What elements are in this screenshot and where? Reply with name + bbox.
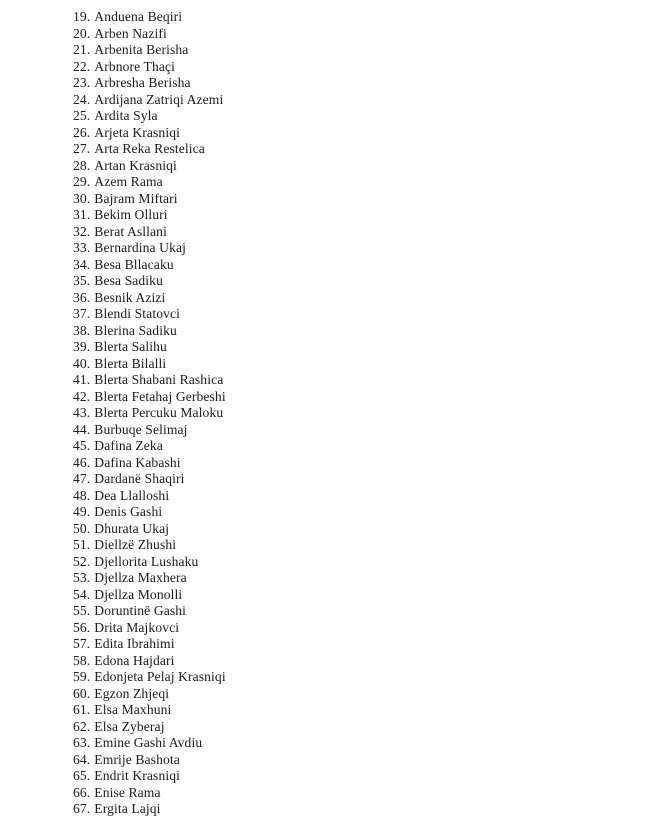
list-item-name: Doruntinë Gashi bbox=[94, 603, 187, 618]
list-item-number: 48. bbox=[73, 487, 91, 503]
list-item-name: Bernardina Ukaj bbox=[94, 240, 187, 255]
list-item bbox=[73, 636, 226, 653]
list-item-name: Arbnore Thaçi bbox=[94, 58, 175, 74]
list-item-name: Anduena Beqiri bbox=[94, 9, 183, 24]
list-item bbox=[73, 422, 226, 439]
list-item-name: Berat Asllani bbox=[94, 223, 167, 239]
list-item bbox=[73, 488, 226, 505]
list-item bbox=[73, 620, 226, 637]
list-item-name: Besnik Azizi bbox=[94, 289, 166, 305]
list-item bbox=[73, 141, 226, 158]
list-item-number: 38. bbox=[73, 322, 91, 338]
list-item bbox=[73, 92, 226, 109]
list-item-name: Egzon Zhjeqi bbox=[94, 685, 170, 701]
list-item bbox=[73, 570, 226, 587]
list-item-name: Dea Llalloshi bbox=[94, 487, 170, 503]
list-item-number: 43. bbox=[73, 405, 91, 420]
list-item-name: Dardanë Shaqiri bbox=[94, 471, 185, 486]
list-item-number: 36. bbox=[73, 289, 91, 305]
list-item bbox=[73, 372, 226, 389]
list-item-name: Denis Gashi bbox=[94, 504, 163, 519]
list-item bbox=[73, 42, 226, 59]
list-item bbox=[73, 125, 226, 142]
list-item bbox=[73, 455, 226, 472]
list-item bbox=[73, 521, 226, 538]
list-item-number: 49. bbox=[73, 504, 91, 519]
list-item-number: 27. bbox=[73, 141, 91, 156]
list-item bbox=[73, 554, 226, 571]
list-item-number: 59. bbox=[73, 669, 91, 684]
list-item-name: Emrije Bashota bbox=[94, 751, 180, 767]
list-item bbox=[73, 207, 226, 224]
list-item-name: Edona Hajdari bbox=[94, 652, 175, 668]
list-item bbox=[73, 801, 226, 818]
list-item bbox=[73, 108, 226, 125]
list-item bbox=[73, 356, 226, 373]
list-item bbox=[73, 471, 226, 488]
list-item bbox=[73, 257, 226, 274]
list-item-number: 29. bbox=[73, 174, 91, 189]
list-item-name: Arta Reka Restelica bbox=[94, 141, 205, 156]
list-item-name: Djellza Monolli bbox=[94, 586, 183, 602]
list-item-number: 63. bbox=[73, 735, 91, 750]
list-item bbox=[73, 191, 226, 208]
list-item-name: Elsa Zyberaj bbox=[94, 718, 165, 734]
list-item-number: 23. bbox=[73, 75, 91, 90]
list-item-name: Blerina Sadiku bbox=[94, 322, 177, 338]
name-list bbox=[73, 9, 226, 818]
list-item-number: 30. bbox=[73, 190, 91, 206]
list-item bbox=[73, 224, 226, 241]
list-item-name: Blerta Fetahaj Gerbeshi bbox=[94, 388, 226, 404]
list-item-name: Djellza Maxhera bbox=[94, 570, 187, 585]
list-item-name: Besa Sadiku bbox=[94, 273, 163, 288]
list-item-name: Ardijana Zatriqi Azemi bbox=[94, 91, 224, 107]
list-item bbox=[73, 158, 226, 175]
list-item bbox=[73, 9, 226, 26]
list-item bbox=[73, 174, 226, 191]
list-item bbox=[73, 537, 226, 554]
list-item-number: 21. bbox=[73, 42, 91, 57]
list-item-number: 37. bbox=[73, 306, 91, 321]
list-item-name: Dafina Zeka bbox=[94, 438, 163, 453]
list-item-name: Edonjeta Pelaj Krasniqi bbox=[94, 669, 226, 684]
list-item-number: 57. bbox=[73, 636, 91, 651]
list-item bbox=[73, 587, 226, 604]
list-item-name: Ergita Lajqi bbox=[94, 801, 161, 816]
list-item-name: Edita Ibrahimi bbox=[94, 636, 175, 651]
list-item-name: Emine Gashi Avdiu bbox=[94, 735, 203, 750]
list-item-name: Arbresha Berisha bbox=[94, 75, 191, 90]
list-item bbox=[73, 669, 226, 686]
list-item-number: 34. bbox=[73, 256, 91, 272]
list-item-number: 66. bbox=[73, 784, 91, 800]
list-item-name: Dafina Kabashi bbox=[94, 454, 181, 470]
list-item-name: Arbenita Berisha bbox=[94, 42, 189, 57]
list-item-name: Ardita Syla bbox=[94, 108, 158, 123]
list-item-number: 39. bbox=[73, 339, 91, 354]
list-item-number: 25. bbox=[73, 108, 91, 123]
list-item-number: 58. bbox=[73, 652, 91, 668]
list-item bbox=[73, 686, 226, 703]
list-item-number: 61. bbox=[73, 702, 91, 717]
list-item-number: 24. bbox=[73, 91, 91, 107]
list-item bbox=[73, 504, 226, 521]
list-item-number: 50. bbox=[73, 520, 91, 536]
list-item bbox=[73, 26, 226, 43]
list-item-number: 33. bbox=[73, 240, 91, 255]
list-item-number: 60. bbox=[73, 685, 91, 701]
list-item-number: 28. bbox=[73, 157, 91, 173]
list-item bbox=[73, 240, 226, 257]
list-item-name: Burbuqe Selimaj bbox=[94, 421, 188, 437]
list-item-name: Besa Bllacaku bbox=[94, 256, 174, 272]
list-item bbox=[73, 405, 226, 422]
list-item bbox=[73, 768, 226, 785]
list-item-number: 54. bbox=[73, 586, 91, 602]
list-item-name: Endrit Krasniqi bbox=[94, 768, 180, 783]
list-item-number: 26. bbox=[73, 124, 91, 140]
list-item bbox=[73, 306, 226, 323]
list-item bbox=[73, 323, 226, 340]
list-item-number: 35. bbox=[73, 273, 91, 288]
list-item-name: Blerta Salihu bbox=[94, 339, 167, 354]
list-item bbox=[73, 59, 226, 76]
list-item-number: 32. bbox=[73, 223, 91, 239]
list-item-number: 40. bbox=[73, 355, 91, 371]
list-item-number: 65. bbox=[73, 768, 91, 783]
list-item bbox=[73, 389, 226, 406]
list-item-number: 41. bbox=[73, 372, 91, 387]
list-item bbox=[73, 290, 226, 307]
list-item bbox=[73, 702, 226, 719]
list-item-name: Djellorita Lushaku bbox=[94, 553, 199, 569]
list-item-name: Blerta Bilalli bbox=[94, 355, 167, 371]
list-item-number: 22. bbox=[73, 58, 91, 74]
list-item-name: Enise Rama bbox=[94, 784, 161, 800]
list-item-name: Diellzë Zhushi bbox=[94, 537, 177, 552]
list-item-number: 20. bbox=[73, 25, 91, 41]
list-item-name: Dhurata Ukaj bbox=[94, 520, 170, 536]
list-item bbox=[73, 438, 226, 455]
list-item bbox=[73, 752, 226, 769]
list-item bbox=[73, 75, 226, 92]
list-item-number: 51. bbox=[73, 537, 91, 552]
list-item-name: Arjeta Krasniqi bbox=[94, 124, 180, 140]
list-item-number: 44. bbox=[73, 421, 91, 437]
list-item-number: 62. bbox=[73, 718, 91, 734]
list-item-number: 55. bbox=[73, 603, 91, 618]
list-item bbox=[73, 785, 226, 802]
list-item-number: 47. bbox=[73, 471, 91, 486]
list-item-name: Blerta Percuku Maloku bbox=[94, 405, 224, 420]
list-item-name: Bekim Olluri bbox=[94, 207, 168, 222]
list-item bbox=[73, 719, 226, 736]
list-item-name: Arben Nazifi bbox=[94, 25, 167, 41]
list-item-name: Blerta Shabani Rashica bbox=[94, 372, 224, 387]
list-item bbox=[73, 339, 226, 356]
list-item-number: 46. bbox=[73, 454, 91, 470]
list-item-number: 45. bbox=[73, 438, 91, 453]
list-item-name: Blendi Statovci bbox=[94, 306, 180, 321]
list-item-name: Bajram Miftari bbox=[94, 190, 178, 206]
list-item-name: Elsa Maxhuni bbox=[94, 702, 172, 717]
list-item bbox=[73, 273, 226, 290]
list-item-number: 56. bbox=[73, 619, 91, 635]
list-item-number: 31. bbox=[73, 207, 91, 222]
list-item-name: Azem Rama bbox=[94, 174, 163, 189]
list-item-number: 19. bbox=[73, 9, 91, 24]
list-item-name: Drita Majkovci bbox=[94, 619, 180, 635]
list-item bbox=[73, 603, 226, 620]
list-item-number: 52. bbox=[73, 553, 91, 569]
list-item-number: 67. bbox=[73, 801, 91, 816]
list-item-number: 64. bbox=[73, 751, 91, 767]
list-item-name: Artan Krasniqi bbox=[94, 157, 177, 173]
list-item bbox=[73, 735, 226, 752]
list-item bbox=[73, 653, 226, 670]
list-item-number: 42. bbox=[73, 388, 91, 404]
list-item-number: 53. bbox=[73, 570, 91, 585]
